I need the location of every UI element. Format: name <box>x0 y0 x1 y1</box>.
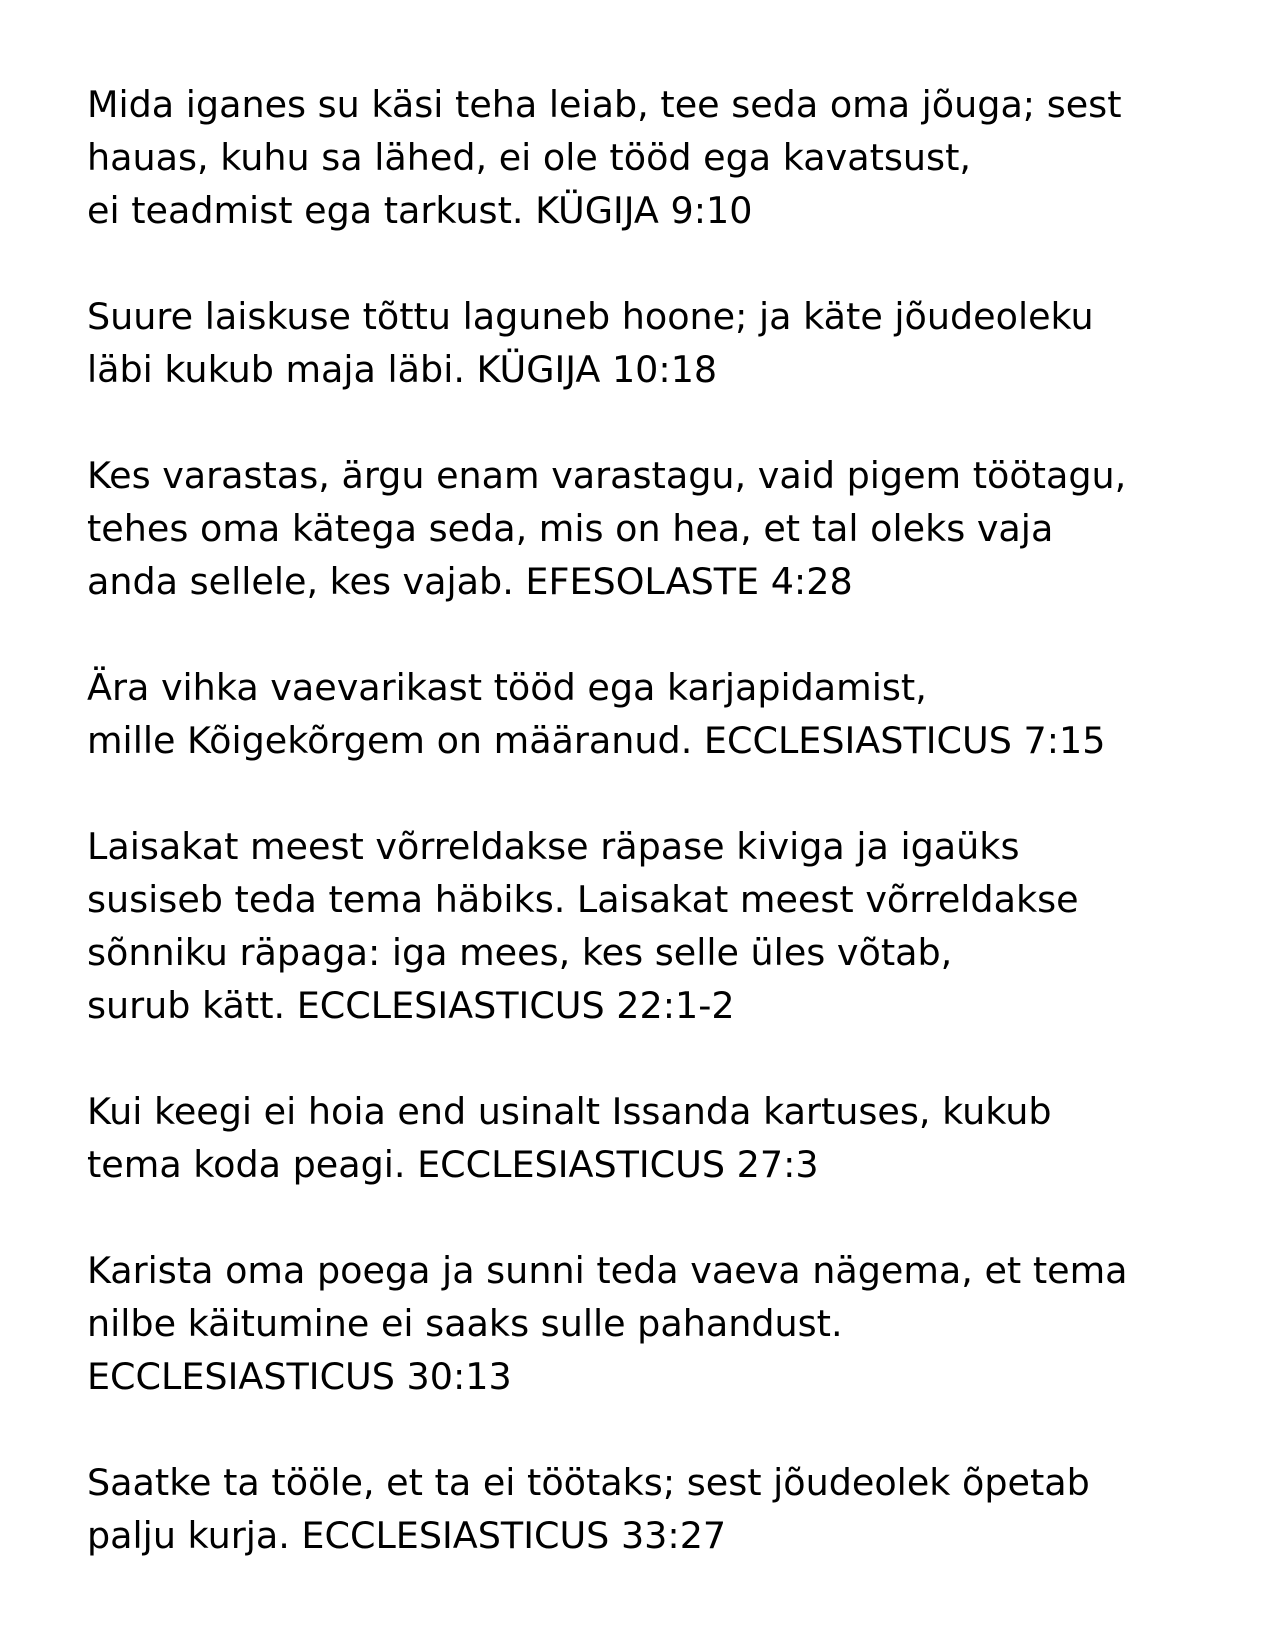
verse-line: nilbe käitumine ei saaks sulle pahandust. <box>87 1302 843 1345</box>
verse-paragraph <box>87 820 1237 1032</box>
verse-paragraph <box>87 1456 1237 1562</box>
verse-line: Kes varastas, ärgu enam varastagu, vaid pigem töötagu, <box>87 454 1127 497</box>
verse-line: ECCLESIASTICUS 30:13 <box>87 1355 512 1398</box>
verse-line: mille Kõigekõrgem on määranud. ECCLESIASTICUS 7:15 <box>87 719 1106 762</box>
verse-line: tehes oma kätega seda, mis on hea, et tal oleks vaja <box>87 507 1054 550</box>
verse-line: Laisakat meest võrreldakse räpase kiviga ja igaüks <box>87 825 1020 868</box>
verse-line: surub kätt. ECCLESIASTICUS 22:1-2 <box>87 984 735 1027</box>
verse-paragraph <box>87 78 1237 237</box>
verse-paragraph <box>87 290 1237 396</box>
verse-line: Saatke ta tööle, et ta ei töötaks; sest jõudeolek õpetab <box>87 1461 1090 1504</box>
verse-line: Suure laiskuse tõttu laguneb hoone; ja käte jõudeoleku <box>87 295 1094 338</box>
verse-paragraph <box>87 1085 1237 1191</box>
verse-line: ei teadmist ega tarkust. KÜGIJA 9:10 <box>87 189 753 232</box>
verse-line: Karista oma poega ja sunni teda vaeva nägema, et tema <box>87 1249 1128 1292</box>
verse-line: hauas, kuhu sa lähed, ei ole tööd ega kavatsust, <box>87 136 971 179</box>
verse-line: Ära vihka vaevarikast tööd ega karjapidamist, <box>87 666 927 709</box>
verse-line: palju kurja. ECCLESIASTICUS 33:27 <box>87 1514 727 1557</box>
verse-paragraph <box>87 1244 1237 1403</box>
verse-line: tema koda peagi. ECCLESIASTICUS 27:3 <box>87 1143 819 1186</box>
verse-line: läbi kukub maja läbi. KÜGIJA 10:18 <box>87 348 718 391</box>
verse-paragraph <box>87 449 1237 608</box>
verse-line: susiseb teda tema häbiks. Laisakat meest võrreldakse <box>87 878 1079 921</box>
verse-line: Mida iganes su käsi teha leiab, tee seda oma jõuga; sest <box>87 83 1122 126</box>
verse-line: Kui keegi ei hoia end usinalt Issanda kartuses, kukub <box>87 1090 1052 1133</box>
verse-paragraph <box>87 661 1237 767</box>
verse-line: anda sellele, kes vajab. EFESOLASTE 4:28 <box>87 560 853 603</box>
verse-line: sõnniku räpaga: iga mees, kes selle üles võtab, <box>87 931 953 974</box>
document-page <box>87 78 1237 1615</box>
